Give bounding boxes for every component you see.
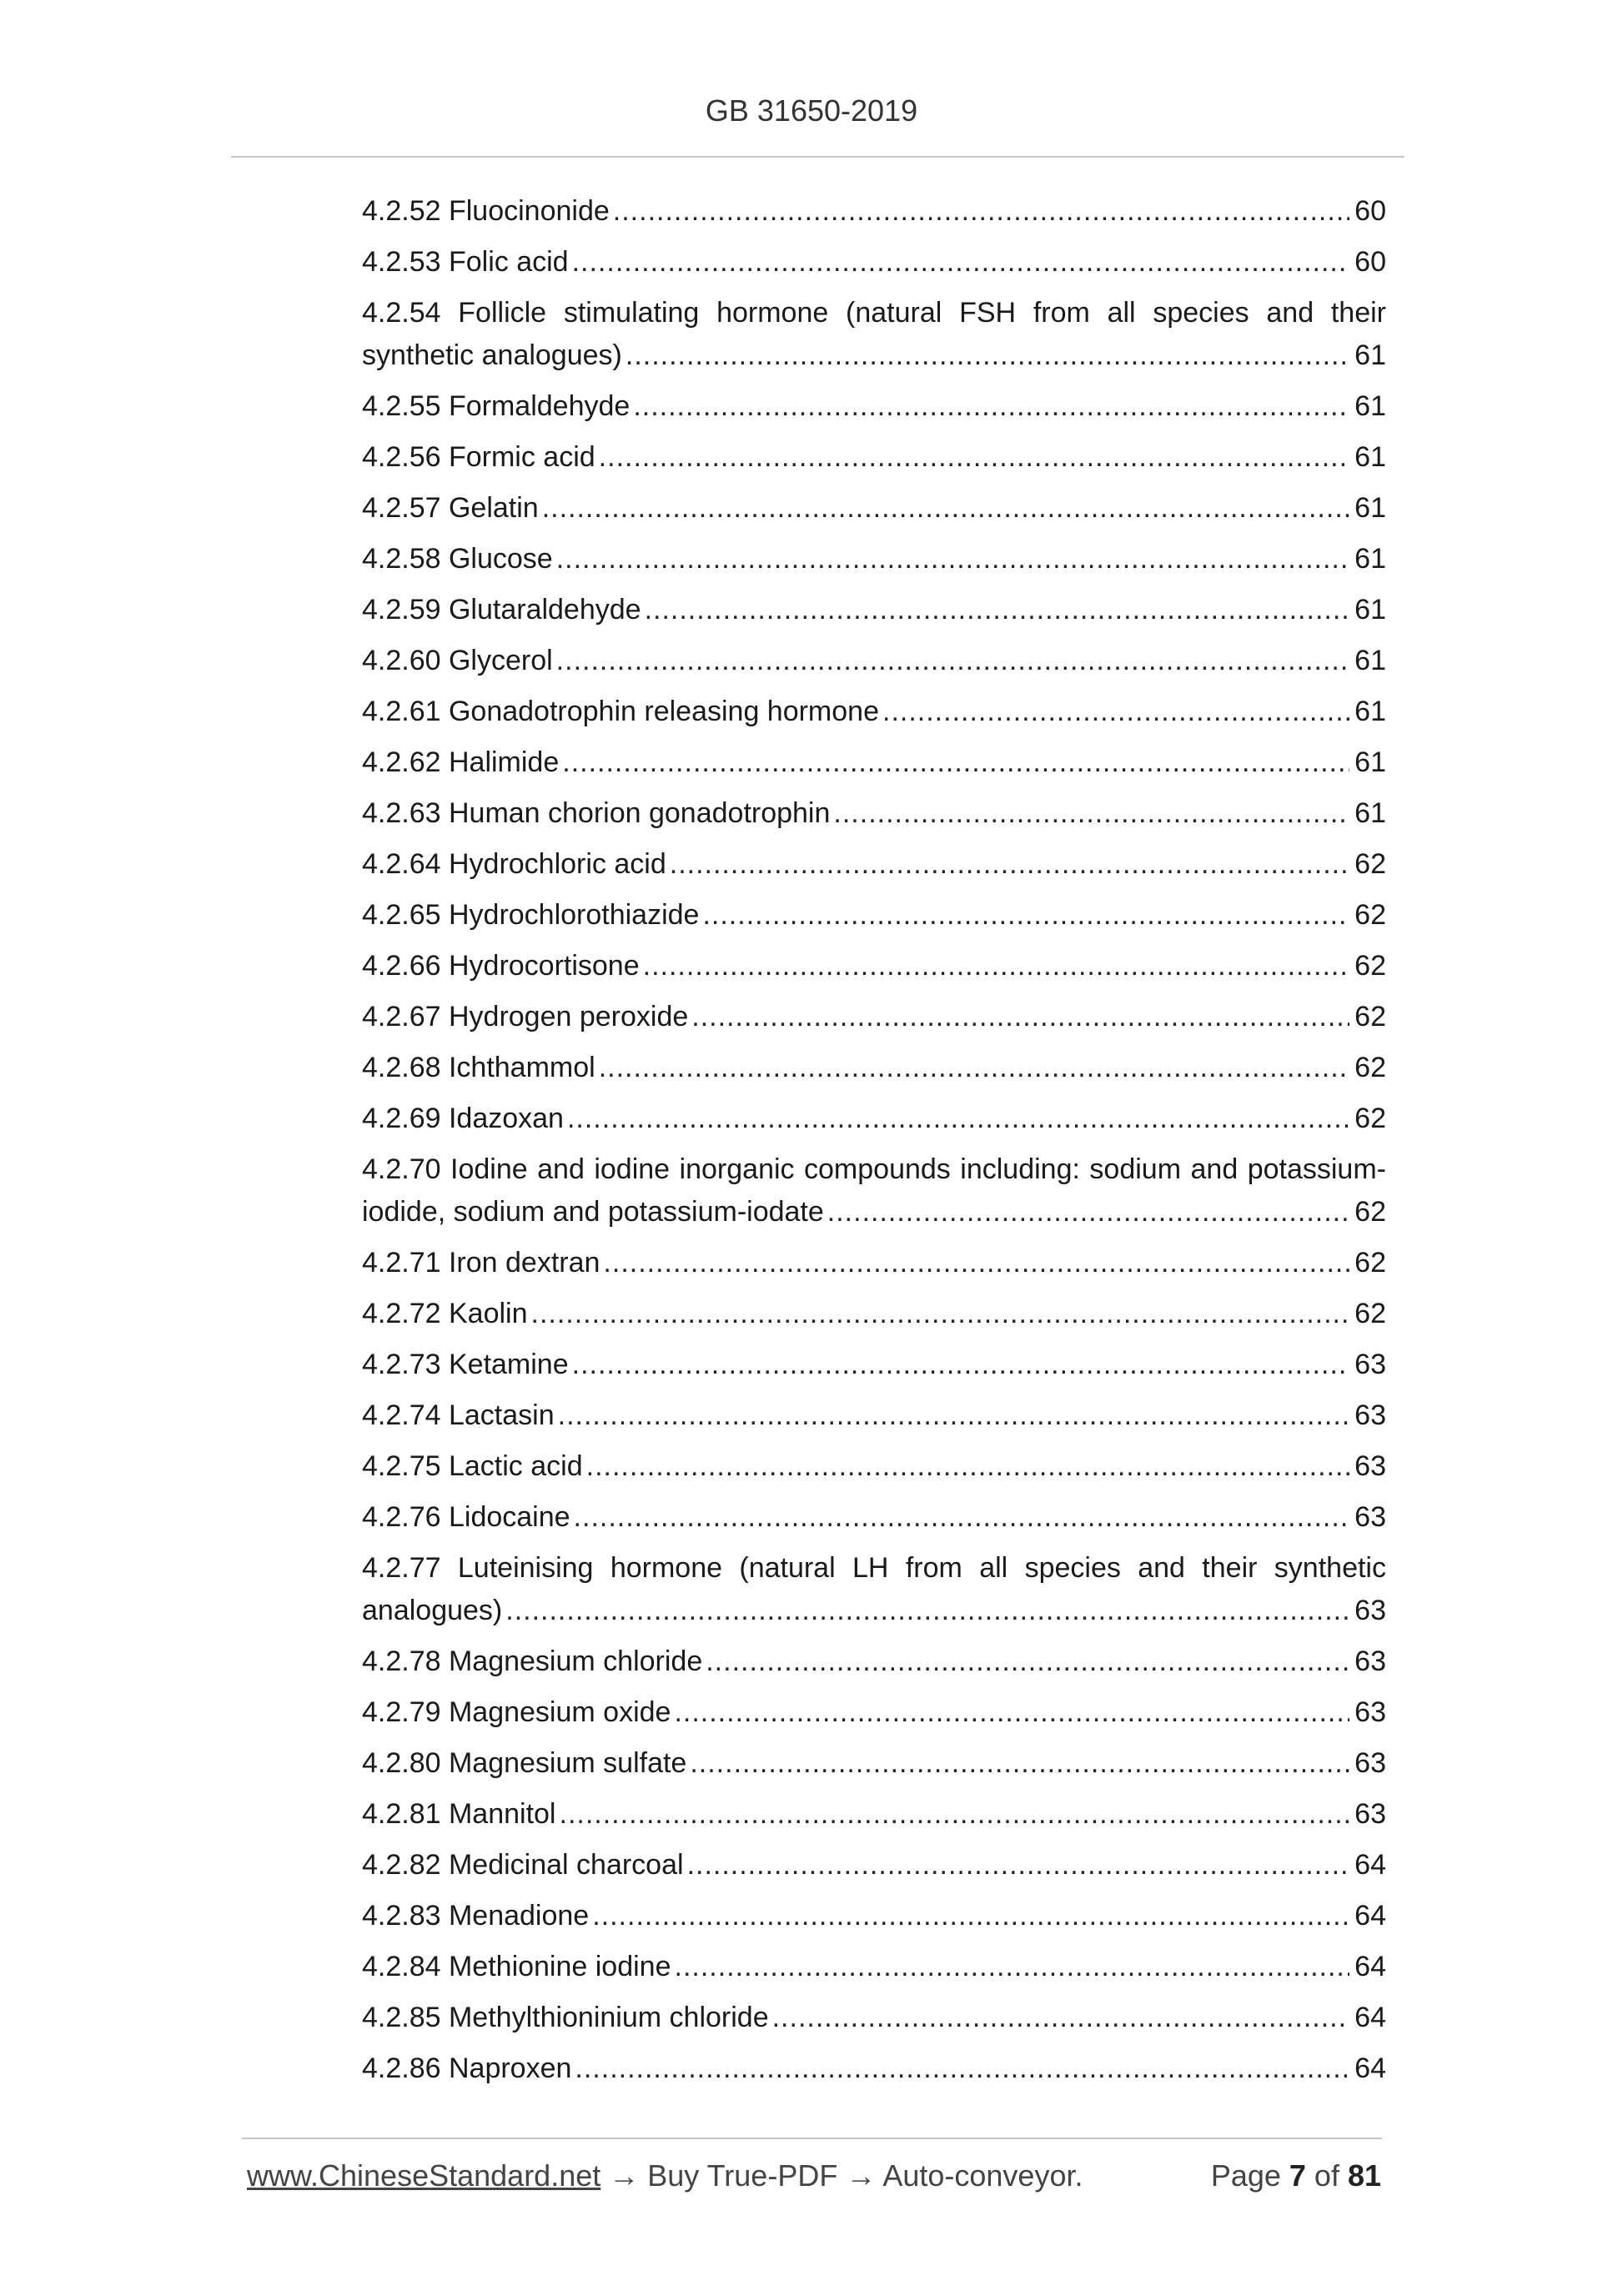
toc-entry-title: 4.2.83 Menadione <box>362 1900 590 1932</box>
toc-entry-row <box>362 843 1386 886</box>
toc-entry[interactable] <box>362 190 1386 241</box>
table-of-contents <box>362 190 1386 2098</box>
toc-entry-row <box>362 334 1386 377</box>
toc-entry[interactable] <box>362 1445 1386 1496</box>
toc-dot-leader <box>562 741 1349 784</box>
toc-entry-title: 4.2.80 Magnesium sulfate <box>362 1747 687 1779</box>
toc-entry-row <box>362 436 1386 479</box>
toc-entry-page: 64 <box>1354 1951 1386 1982</box>
toc-dot-leader <box>574 1496 1350 1539</box>
toc-entry-title: 4.2.56 Formic acid <box>362 441 595 473</box>
toc-entry-page: 62 <box>1354 1001 1386 1032</box>
toc-entry[interactable] <box>362 996 1386 1047</box>
toc-entry-row <box>362 1394 1386 1437</box>
website-link[interactable]: www.ChineseStandard.net <box>247 2158 601 2193</box>
toc-entry-row <box>362 1590 1386 1632</box>
toc-entry-row <box>362 945 1386 987</box>
toc-dot-leader <box>613 190 1349 233</box>
toc-entry[interactable] <box>362 640 1386 691</box>
toc-entry-row <box>362 792 1386 835</box>
toc-entry[interactable] <box>362 1394 1386 1445</box>
toc-dot-leader <box>690 1742 1349 1785</box>
toc-entry-row <box>362 241 1386 284</box>
toc-entry[interactable] <box>362 1997 1386 2047</box>
toc-entry-page: 61 <box>1354 441 1386 473</box>
toc-entry-row <box>362 1098 1386 1140</box>
toc-entry[interactable] <box>362 1844 1386 1895</box>
toc-dot-leader <box>599 436 1350 479</box>
toc-entry-title: 4.2.61 Gonadotrophin releasing hormone <box>362 696 879 727</box>
toc-entry-title: 4.2.71 Iron dextran <box>362 1247 600 1279</box>
toc-entry[interactable] <box>362 292 1386 385</box>
toc-entry-title: 4.2.59 Glutaraldehyde <box>362 594 641 625</box>
toc-entry-page: 60 <box>1354 195 1386 227</box>
toc-entry-row <box>362 487 1386 530</box>
toc-entry-title: 4.2.68 Ichthammol <box>362 1052 595 1083</box>
footer-links <box>247 2158 1083 2193</box>
toc-entry-title: 4.2.85 Methylthioninium chloride <box>362 2002 769 2033</box>
toc-dot-leader <box>599 1047 1349 1089</box>
toc-entry[interactable] <box>362 1793 1386 1844</box>
toc-entry-row <box>362 1047 1386 1089</box>
toc-entry-row <box>362 741 1386 784</box>
toc-entry-row <box>362 691 1386 733</box>
toc-dot-leader <box>687 1844 1350 1887</box>
toc-entry-row <box>362 1691 1386 1734</box>
toc-entry-title: 4.2.66 Hydrocortisone <box>362 950 640 982</box>
toc-entry-page: 62 <box>1354 1052 1386 1083</box>
toc-dot-leader <box>572 241 1350 284</box>
toc-entry-page: 62 <box>1354 950 1386 982</box>
toc-entry[interactable] <box>362 1047 1386 1098</box>
toc-dot-leader <box>674 1691 1349 1734</box>
toc-dot-leader <box>556 640 1350 682</box>
toc-entry-row <box>362 1946 1386 1988</box>
toc-entry-page: 63 <box>1354 1399 1386 1431</box>
toc-entry-title: analogues) <box>362 1595 503 1626</box>
toc-entry-row <box>362 1293 1386 1335</box>
toc-entry-page: 61 <box>1354 492 1386 524</box>
toc-dot-leader <box>691 996 1349 1038</box>
toc-entry-page: 62 <box>1354 899 1386 931</box>
toc-entry-row <box>362 996 1386 1038</box>
footer-divider <box>242 2138 1382 2139</box>
toc-dot-leader <box>567 1098 1349 1140</box>
toc-entry-title: 4.2.81 Mannitol <box>362 1798 556 1830</box>
toc-entry[interactable] <box>362 1946 1386 1997</box>
toc-dot-leader <box>827 1191 1349 1233</box>
toc-entry-title: 4.2.65 Hydrochlorothiazide <box>362 899 700 931</box>
toc-entry[interactable] <box>362 843 1386 894</box>
toc-dot-leader <box>670 843 1349 886</box>
toc-entry-page: 60 <box>1354 246 1386 278</box>
toc-entry-row <box>362 2047 1386 2090</box>
toc-entry[interactable] <box>362 1895 1386 1946</box>
toc-entry-title: 4.2.62 Halimide <box>362 746 560 778</box>
toc-entry[interactable] <box>362 1742 1386 1793</box>
toc-entry-page: 63 <box>1354 1595 1386 1626</box>
toc-entry-row <box>362 1445 1386 1488</box>
toc-entry-page: 64 <box>1354 2052 1386 2084</box>
toc-entry[interactable] <box>362 589 1386 640</box>
header-divider <box>231 156 1404 158</box>
toc-entry-title: 4.2.63 Human chorion gonadotrophin <box>362 797 831 829</box>
toc-dot-leader <box>586 1445 1350 1488</box>
toc-entry-page: 64 <box>1354 2002 1386 2033</box>
toc-entry-title: 4.2.84 Methionine iodine <box>362 1951 671 1982</box>
toc-entry-title: 4.2.60 Glycerol <box>362 645 553 676</box>
toc-entry-title: 4.2.79 Magnesium oxide <box>362 1696 671 1728</box>
toc-dot-leader <box>772 1997 1350 2039</box>
toc-entry-row <box>362 1344 1386 1386</box>
toc-entry-row <box>362 1496 1386 1539</box>
toc-entry-title-line1: 4.2.54 Follicle stimulating hormone (natural FSH from all species and their <box>362 297 1386 329</box>
toc-entry-title: iodide, sodium and potassium-iodate <box>362 1196 824 1228</box>
toc-entry-page: 61 <box>1354 339 1386 371</box>
toc-entry[interactable] <box>362 945 1386 996</box>
toc-entry-page: 63 <box>1354 1696 1386 1728</box>
toc-entry-title: synthetic analogues) <box>362 339 622 371</box>
toc-dot-leader <box>626 334 1349 377</box>
page-total: 81 <box>1347 2158 1381 2193</box>
toc-entry-page: 63 <box>1354 1645 1386 1677</box>
toc-entry-page: 63 <box>1354 1349 1386 1380</box>
toc-entry-title-line1: 4.2.77 Luteinising hormone (natural LH from all species and their synthetic <box>362 1552 1386 1584</box>
toc-entry[interactable] <box>362 894 1386 945</box>
toc-entry-title: 4.2.58 Glucose <box>362 543 553 575</box>
toc-entry[interactable] <box>362 241 1386 292</box>
toc-entry-page: 61 <box>1354 746 1386 778</box>
toc-entry-page: 63 <box>1354 1450 1386 1482</box>
toc-entry[interactable] <box>362 487 1386 538</box>
toc-dot-leader <box>882 691 1349 733</box>
toc-dot-leader <box>643 945 1350 987</box>
toc-entry-page: 61 <box>1354 696 1386 727</box>
toc-entry[interactable] <box>362 1496 1386 1547</box>
toc-entry[interactable] <box>362 792 1386 843</box>
toc-dot-leader <box>706 1640 1349 1683</box>
toc-entry[interactable] <box>362 2047 1386 2098</box>
toc-dot-leader <box>572 1344 1350 1386</box>
toc-entry-row <box>362 190 1386 233</box>
footer-navigation-text: → Buy True-PDF → Auto-conveyor. <box>600 2158 1083 2193</box>
toc-dot-leader <box>702 894 1349 937</box>
toc-entry[interactable] <box>362 741 1386 792</box>
toc-entry-row <box>362 538 1386 580</box>
toc-dot-leader <box>556 538 1349 580</box>
toc-entry-page: 62 <box>1354 1298 1386 1329</box>
page-number <box>1211 2158 1381 2193</box>
toc-entry-row <box>362 1640 1386 1683</box>
toc-entry-title: 4.2.67 Hydrogen peroxide <box>362 1001 689 1032</box>
toc-entry[interactable] <box>362 385 1386 436</box>
toc-entry-row <box>362 1742 1386 1785</box>
toc-entry-title: 4.2.52 Fluocinonide <box>362 195 610 227</box>
toc-entry-page: 61 <box>1354 797 1386 829</box>
toc-entry-page: 64 <box>1354 1900 1386 1932</box>
toc-entry-page: 61 <box>1354 543 1386 575</box>
toc-entry-page: 63 <box>1354 1501 1386 1533</box>
page-current: 7 <box>1289 2158 1306 2193</box>
toc-entry-title: 4.2.75 Lactic acid <box>362 1450 583 1482</box>
toc-dot-leader <box>558 1394 1350 1437</box>
toc-dot-leader <box>833 792 1349 835</box>
toc-entry-title: 4.2.86 Naproxen <box>362 2052 572 2084</box>
toc-entry-title-line1: 4.2.70 Iodine and iodine inorganic compounds including: sodium and potassium- <box>362 1153 1386 1185</box>
toc-dot-leader <box>531 1293 1350 1335</box>
toc-dot-leader <box>675 1946 1350 1988</box>
toc-entry[interactable] <box>362 1344 1386 1394</box>
toc-entry-title: 4.2.73 Ketamine <box>362 1349 569 1380</box>
toc-entry-row <box>362 589 1386 631</box>
toc-entry-page: 63 <box>1354 1798 1386 1830</box>
toc-dot-leader <box>542 487 1349 530</box>
toc-entry-title: 4.2.64 Hydrochloric acid <box>362 848 666 880</box>
toc-entry-title: 4.2.69 Idazoxan <box>362 1103 564 1134</box>
toc-dot-leader <box>560 1793 1350 1836</box>
page-of: of <box>1305 2158 1348 2193</box>
toc-entry-title: 4.2.74 Lactasin <box>362 1399 555 1431</box>
toc-entry-title: 4.2.53 Folic acid <box>362 246 569 278</box>
toc-entry-row <box>362 1242 1386 1284</box>
toc-entry-row <box>362 640 1386 682</box>
toc-entry-title: 4.2.82 Medicinal charcoal <box>362 1849 684 1881</box>
page-prefix: Page <box>1210 2158 1289 2193</box>
toc-entry[interactable] <box>362 1640 1386 1691</box>
toc-entry-page: 62 <box>1354 1247 1386 1279</box>
toc-dot-leader <box>603 1242 1349 1284</box>
toc-entry-row <box>362 1997 1386 2039</box>
toc-entry-page: 61 <box>1354 594 1386 625</box>
toc-entry-title: 4.2.78 Magnesium chloride <box>362 1645 703 1677</box>
page-header-title: GB 31650-2019 <box>705 93 918 128</box>
toc-entry-page: 61 <box>1354 645 1386 676</box>
toc-entry-title: 4.2.76 Lidocaine <box>362 1501 570 1533</box>
toc-entry-page: 64 <box>1354 1849 1386 1881</box>
toc-entry-title: 4.2.57 Gelatin <box>362 492 539 524</box>
toc-entry-page: 62 <box>1354 1103 1386 1134</box>
page-footer <box>247 2158 1381 2193</box>
toc-entry[interactable] <box>362 1293 1386 1344</box>
toc-dot-leader <box>633 385 1349 428</box>
toc-dot-leader <box>645 589 1350 631</box>
toc-entry-row <box>362 1844 1386 1887</box>
toc-entry-title: 4.2.55 Formaldehyde <box>362 390 631 422</box>
toc-entry-row <box>362 1895 1386 1937</box>
toc-dot-leader <box>575 2047 1349 2090</box>
toc-entry[interactable] <box>362 1098 1386 1148</box>
toc-dot-leader <box>505 1590 1349 1632</box>
toc-entry-row <box>362 1191 1386 1233</box>
toc-entry[interactable] <box>362 1691 1386 1742</box>
toc-entry-page: 62 <box>1354 1196 1386 1228</box>
toc-entry[interactable] <box>362 538 1386 589</box>
toc-entry-page: 63 <box>1354 1747 1386 1779</box>
toc-entry-page: 61 <box>1354 390 1386 422</box>
toc-entry-page: 62 <box>1354 848 1386 880</box>
toc-entry[interactable] <box>362 691 1386 741</box>
toc-entry-row <box>362 1793 1386 1836</box>
toc-entry[interactable] <box>362 1547 1386 1640</box>
toc-entry-row <box>362 894 1386 937</box>
toc-entry[interactable] <box>362 1242 1386 1293</box>
toc-entry-title: 4.2.72 Kaolin <box>362 1298 528 1329</box>
toc-entry[interactable] <box>362 436 1386 487</box>
toc-entry[interactable] <box>362 1148 1386 1242</box>
toc-entry-row <box>362 385 1386 428</box>
toc-dot-leader <box>592 1895 1349 1937</box>
